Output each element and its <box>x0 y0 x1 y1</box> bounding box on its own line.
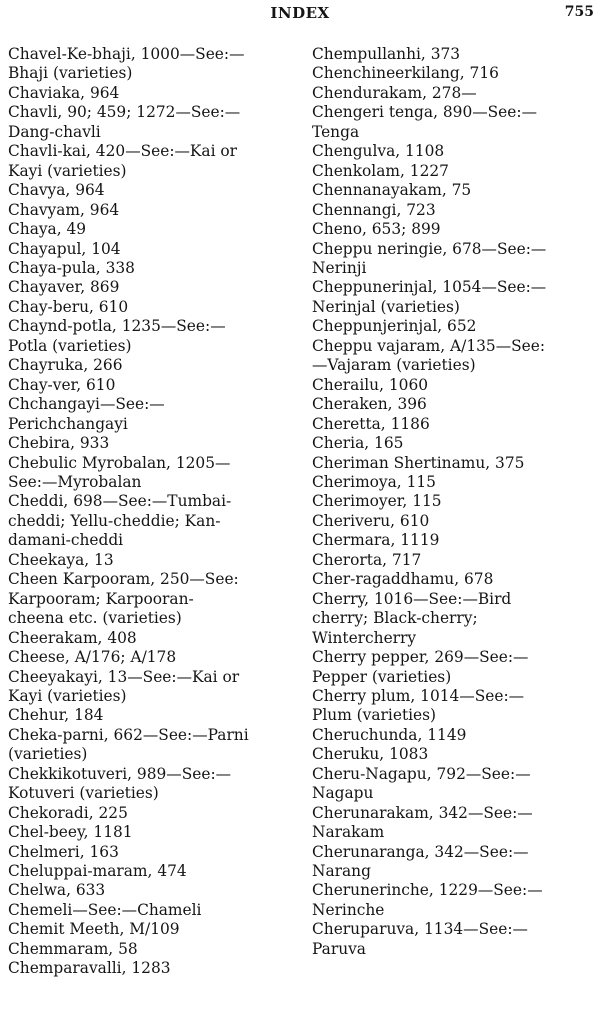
index-entry-line: Cherimoyer, 115 <box>312 492 442 511</box>
index-entry-line: Cheppunjerinjal, 652 <box>312 317 477 336</box>
index-entry <box>312 473 598 492</box>
index-entry <box>8 843 298 862</box>
index-entry-line: Chebira, 933 <box>8 434 110 453</box>
index-entry-line: (varieties) <box>8 745 88 764</box>
index-entry-line: cheddi; Yellu-cheddie; Kan- <box>8 511 221 530</box>
index-entry-line: Perichchangayi <box>8 414 128 433</box>
index-entry <box>312 181 598 200</box>
index-entry-line: Paruva <box>312 939 366 958</box>
index-entry-line: Tenga <box>312 122 360 141</box>
index-entry <box>312 920 598 959</box>
index-entry-line: Cheese, A/176; A/178 <box>8 648 177 667</box>
index-entry <box>312 103 598 142</box>
index-entry-line: Nerinjal (varieties) <box>312 297 460 316</box>
index-entry <box>8 940 298 959</box>
index-entry <box>312 45 598 64</box>
index-entry-line: Nagapu <box>312 784 374 803</box>
index-entry <box>8 706 298 725</box>
index-entry <box>8 570 298 628</box>
index-entry-line: Cherunaranga, 342—See:— <box>312 842 529 861</box>
index-entry-line: Chelwa, 633 <box>8 881 106 900</box>
page-header <box>0 4 600 24</box>
index-entry-line: Chayruka, 266 <box>8 356 123 375</box>
index-entry-line: Plum (varieties) <box>312 706 437 725</box>
index-entry-line: cherry; Black-cherry; <box>312 609 478 628</box>
index-entry <box>8 648 298 667</box>
index-entry <box>8 551 298 570</box>
index-entry <box>8 920 298 939</box>
index-entry-line: Chchangayi—See:— <box>8 395 165 414</box>
index-entry <box>312 454 598 473</box>
index-entry <box>8 454 298 493</box>
index-entry-line: Bhaji (varieties) <box>8 64 133 83</box>
index-entry <box>8 765 298 804</box>
index-entry <box>312 765 598 804</box>
index-entry-line: Cherry plum, 1014—See:— <box>312 686 525 705</box>
index-entry-line: Chendurakam, 278— <box>312 83 477 102</box>
index-column-left <box>8 45 298 979</box>
index-entry-line: Kayi (varieties) <box>8 686 127 705</box>
index-entry <box>8 317 298 356</box>
index-entry-line: Chenchineerkilang, 716 <box>312 64 499 83</box>
index-entry <box>8 278 298 297</box>
index-entry-line: Chaynd-potla, 1235—See:— <box>8 317 226 336</box>
index-entry <box>312 804 598 843</box>
index-entry-line: Chenkolam, 1227 <box>312 161 449 180</box>
index-entry-line: Chehur, 184 <box>8 706 104 725</box>
index-entry-line: See:—Myrobalan <box>8 472 142 491</box>
index-entry-line: Cherailu, 1060 <box>312 375 429 394</box>
index-entry-line: Cheno, 653; 899 <box>312 220 441 239</box>
index-entry-line: Nerinji <box>312 258 367 277</box>
index-entry-line: Cheruku, 1083 <box>312 745 429 764</box>
index-entry <box>8 201 298 220</box>
index-entry <box>8 629 298 648</box>
index-entry <box>312 726 598 745</box>
index-entry-line: Cherunerinche, 1229—See:— <box>312 881 543 900</box>
index-entry-line: Chennanayakam, 75 <box>312 181 472 200</box>
running-head: INDEX <box>270 4 330 22</box>
index-entry-line: Cheru-Nagapu, 792—See:— <box>312 764 531 783</box>
index-entry-line: Chay-beru, 610 <box>8 297 129 316</box>
index-entry <box>312 531 598 550</box>
index-entry-line: Cheriveru, 610 <box>312 511 430 530</box>
index-entry <box>312 142 598 161</box>
index-entry-line: Cheluppai-maram, 474 <box>8 862 187 881</box>
index-entry <box>8 434 298 453</box>
index-entry <box>312 434 598 453</box>
index-entry-line: Nerinche <box>312 900 385 919</box>
index-entry <box>8 395 298 434</box>
index-entry-line: Chemparavalli, 1283 <box>8 959 171 978</box>
index-entry-line: Cheekaya, 13 <box>8 550 114 569</box>
index-entry <box>312 84 598 103</box>
index-entry-line: —Vajaram (varieties) <box>312 356 476 375</box>
index-entry <box>8 804 298 823</box>
index-entry-line: Chemeli—See:—Chameli <box>8 900 202 919</box>
index-entry-line: Cheeyakayi, 13—See:—Kai or <box>8 667 240 686</box>
index-entry <box>312 590 598 648</box>
index-entry <box>8 823 298 842</box>
index-entry <box>312 648 598 687</box>
index-entry-line: Cheruchunda, 1149 <box>312 725 467 744</box>
index-entry-line: Chavel-Ke-bhaji, 1000—See:— <box>8 45 245 63</box>
index-entry <box>312 415 598 434</box>
index-entry <box>312 376 598 395</box>
index-entry-line: Cher-ragaddhamu, 678 <box>312 570 494 589</box>
index-entry-line: Chekoradi, 225 <box>8 803 128 822</box>
index-entry <box>312 201 598 220</box>
index-entry-line: Cheka-parni, 662—See:—Parni <box>8 725 249 744</box>
index-entry-line: Chayaver, 869 <box>8 278 120 297</box>
index-entry-line: Cheerakam, 408 <box>8 628 137 647</box>
index-entry-line: Cherry, 1016—See:—Bird <box>312 589 512 608</box>
index-entry-line: Chemit Meeth, M/109 <box>8 920 180 939</box>
index-entry-line: Chay-ver, 610 <box>8 375 116 394</box>
index-entry-line: Cherorta, 717 <box>312 550 422 569</box>
index-entry <box>312 395 598 414</box>
index-entry-line: Chermara, 1119 <box>312 531 440 550</box>
index-entry-line: Chennangi, 723 <box>312 200 436 219</box>
index-entry-line: Narakam <box>312 823 385 842</box>
index-entry <box>8 356 298 375</box>
index-entry <box>8 376 298 395</box>
index-entry <box>8 298 298 317</box>
index-entry-line: Cherry pepper, 269—See:— <box>312 648 529 667</box>
index-entry <box>8 959 298 978</box>
index-entry <box>312 317 598 336</box>
index-entry <box>8 220 298 239</box>
index-entry-line: Cheppu vajaram, A/135—See: <box>312 336 546 355</box>
index-entry-line: Narang <box>312 862 371 881</box>
index-entry <box>8 142 298 181</box>
index-entry-line: Chavyam, 964 <box>8 200 120 219</box>
index-entry-line: Cheruparuva, 1134—See:— <box>312 920 528 939</box>
index-entry <box>312 570 598 589</box>
index-entry-line: Karpooram; Karpooran- <box>8 589 194 608</box>
index-entry <box>312 745 598 764</box>
index-entry-line: Potla (varieties) <box>8 336 132 355</box>
index-entry-line: Cheen Karpooram, 250—See: <box>8 570 239 589</box>
index-entry <box>312 512 598 531</box>
index-entry-line: Chavli-kai, 420—See:—Kai or <box>8 142 238 161</box>
index-entry-line: Cheppunerinjal, 1054—See:— <box>312 278 547 297</box>
index-entry <box>312 278 598 317</box>
index-entry-line: Chaya, 49 <box>8 220 87 239</box>
index-entry-line: Wintercherry <box>312 628 417 647</box>
index-entry <box>8 259 298 278</box>
index-entry <box>8 45 298 84</box>
index-entry-line: Cheraken, 396 <box>312 395 427 414</box>
index-entry-line: Kotuveri (varieties) <box>8 784 159 803</box>
index-entry <box>312 881 598 920</box>
index-entry <box>312 162 598 181</box>
index-entry <box>8 181 298 200</box>
index-entry <box>312 240 598 279</box>
index-entry-line: Chaya-pula, 338 <box>8 258 135 277</box>
index-entry-line: Chengulva, 1108 <box>312 142 445 161</box>
index-entry-line: Cherunarakam, 342—See:— <box>312 803 533 822</box>
index-entry <box>8 84 298 103</box>
index-column-right <box>312 45 598 959</box>
index-entry <box>8 668 298 707</box>
index-entry <box>312 551 598 570</box>
index-entry-line: cheena etc. (varieties) <box>8 609 182 628</box>
index-entry <box>8 492 298 550</box>
index-entry-line: Chebulic Myrobalan, 1205— <box>8 453 231 472</box>
index-entry-line: Cherimoya, 115 <box>312 472 436 491</box>
index-entry <box>8 862 298 881</box>
index-entry-line: Pepper (varieties) <box>312 667 452 686</box>
index-entry-line: Cheria, 165 <box>312 434 404 453</box>
index-entry <box>8 103 298 142</box>
index-entry-line: Chavli, 90; 459; 1272—See:— <box>8 103 241 122</box>
page-number: 755 <box>564 4 594 20</box>
index-entry-line: Chel-beey, 1181 <box>8 823 133 842</box>
index-entry-line: Chelmeri, 163 <box>8 842 119 861</box>
index-entry <box>8 881 298 900</box>
index-entry <box>312 843 598 882</box>
index-entry-line: Cheretta, 1186 <box>312 414 430 433</box>
index-entry <box>8 240 298 259</box>
index-entry-line: Chaviaka, 964 <box>8 83 120 102</box>
index-entry-line: Chemmaram, 58 <box>8 939 138 958</box>
index-entry-line: Chengeri tenga, 890—See:— <box>312 103 537 122</box>
index-entry-line: Chekkikotuveri, 989—See:— <box>8 764 232 783</box>
index-entry-line: Chavya, 964 <box>8 181 105 200</box>
index-entry <box>8 901 298 920</box>
index-entry <box>312 220 598 239</box>
index-entry-line: Cheppu neringie, 678—See:— <box>312 239 547 258</box>
index-entry <box>312 337 598 376</box>
index-entry-line: Cheriman Shertinamu, 375 <box>312 453 525 472</box>
index-entry-line: Kayi (varieties) <box>8 161 127 180</box>
index-entry-line: Dang-chavli <box>8 122 101 141</box>
index-entry-line: damani-cheddi <box>8 531 124 550</box>
index-entry <box>8 726 298 765</box>
index-entry <box>312 687 598 726</box>
index-entry-line: Chempullanhi, 373 <box>312 45 461 63</box>
index-entry-line: Chayapul, 104 <box>8 239 121 258</box>
index-entry <box>312 64 598 83</box>
index-entry <box>312 492 598 511</box>
index-entry-line: Cheddi, 698—See:—Tumbai- <box>8 492 232 511</box>
